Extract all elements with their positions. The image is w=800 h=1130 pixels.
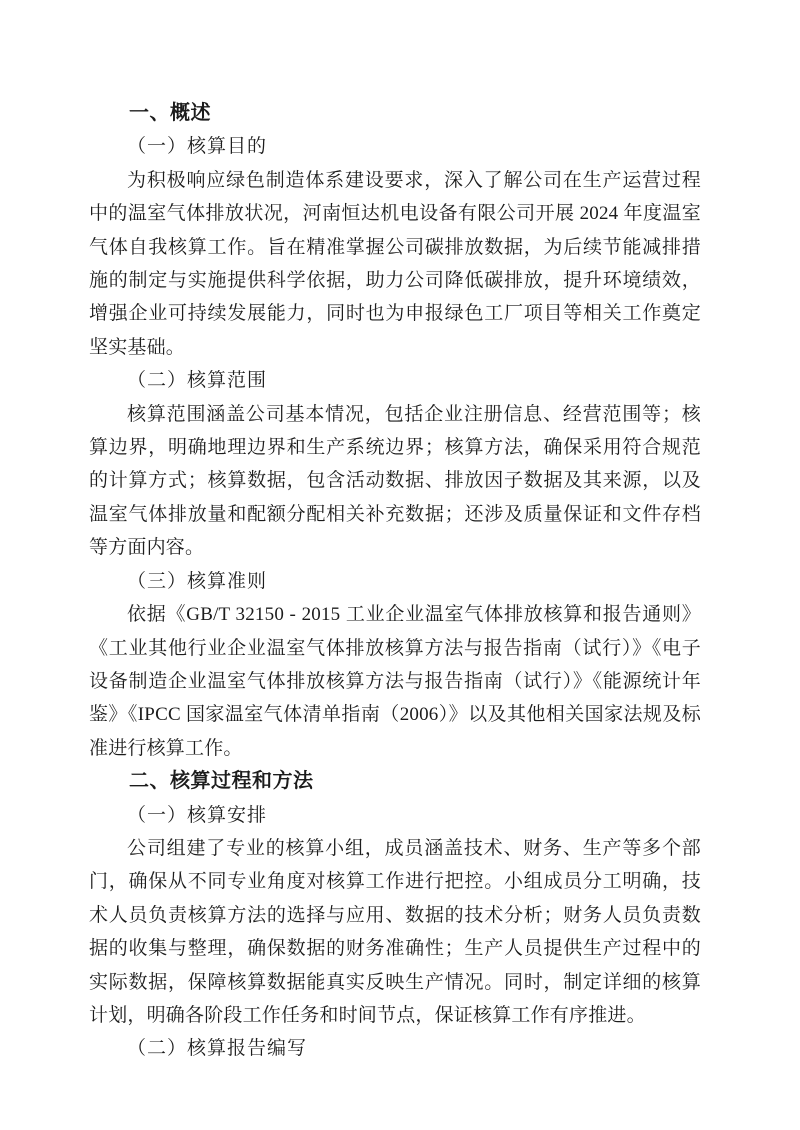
section-heading-overview: 一、概述: [129, 102, 211, 124]
paragraph-accounting-criteria: 依据《GB/T 32150 - 2015 工业企业温室气体排放核算和报告通则》《工业其他行业企业温室气体排放核算方法与报告指南（试行）》《电子设备制造企业温室气体排放核算方法与报告指南（试行）》《能源统计年鉴》《IPCC 国家温室气体清单指南（2006）》以及其他相关国家法规及标准进行核算工作。: [89, 604, 701, 759]
subsection-heading-purpose: （一）核算目的: [127, 136, 268, 158]
section-heading-process-methods: 二、核算过程和方法: [129, 770, 314, 793]
subsection-heading-criteria: （三）核算准则: [127, 570, 268, 592]
paragraph-accounting-purpose: 为积极响应绿色制造体系建设要求，深入了解公司在生产运营过程中的温室气体排放状况，河南恒达机电设备有限公司开展 2024 年度温室气体自我核算工作。旨在精准掌握公司碳排放数据，为后续节能减排措施的制定与实施提供科学依据，助力公司降低碳排放，提升环境绩效，增强企业可持续发展能力，同时也为申报绿色工厂项目等相关工作奠定坚实基础。: [89, 169, 701, 358]
subsection-heading-arrangement: （一）核算安排: [127, 804, 268, 826]
paragraph-accounting-scope: 核算范围涵盖公司基本情况，包括企业注册信息、经营范围等；核算边界，明确地理边界和生产系统边界；核算方法，确保采用符合规范的计算方式；核算数据，包含活动数据、排放因子数据及其来源，以及温室气体排放量和配额分配相关补充数据；还涉及质量保证和文件存档等方面内容。: [89, 403, 701, 559]
paragraph-accounting-arrangement: 公司组建了专业的核算小组，成员涵盖技术、财务、生产等多个部门，确保从不同专业角度对核算工作进行把控。小组成员分工明确，技术人员负责核算方法的选择与应用、数据的技术分析；财务人员负责数据的收集与整理，确保数据的财务准确性；生产人员提供生产过程中的实际数据，保障核算数据能真实反映生产情况。同时，制定详细的核算计划，明确各阶段工作任务和时间节点，保证核算工作有序推进。: [89, 837, 701, 1026]
document-content: [89, 97, 701, 1066]
subsection-heading-scope: （二）核算范围: [127, 370, 268, 392]
subsection-heading-report-writing: （二）核算报告编写: [127, 1038, 308, 1060]
